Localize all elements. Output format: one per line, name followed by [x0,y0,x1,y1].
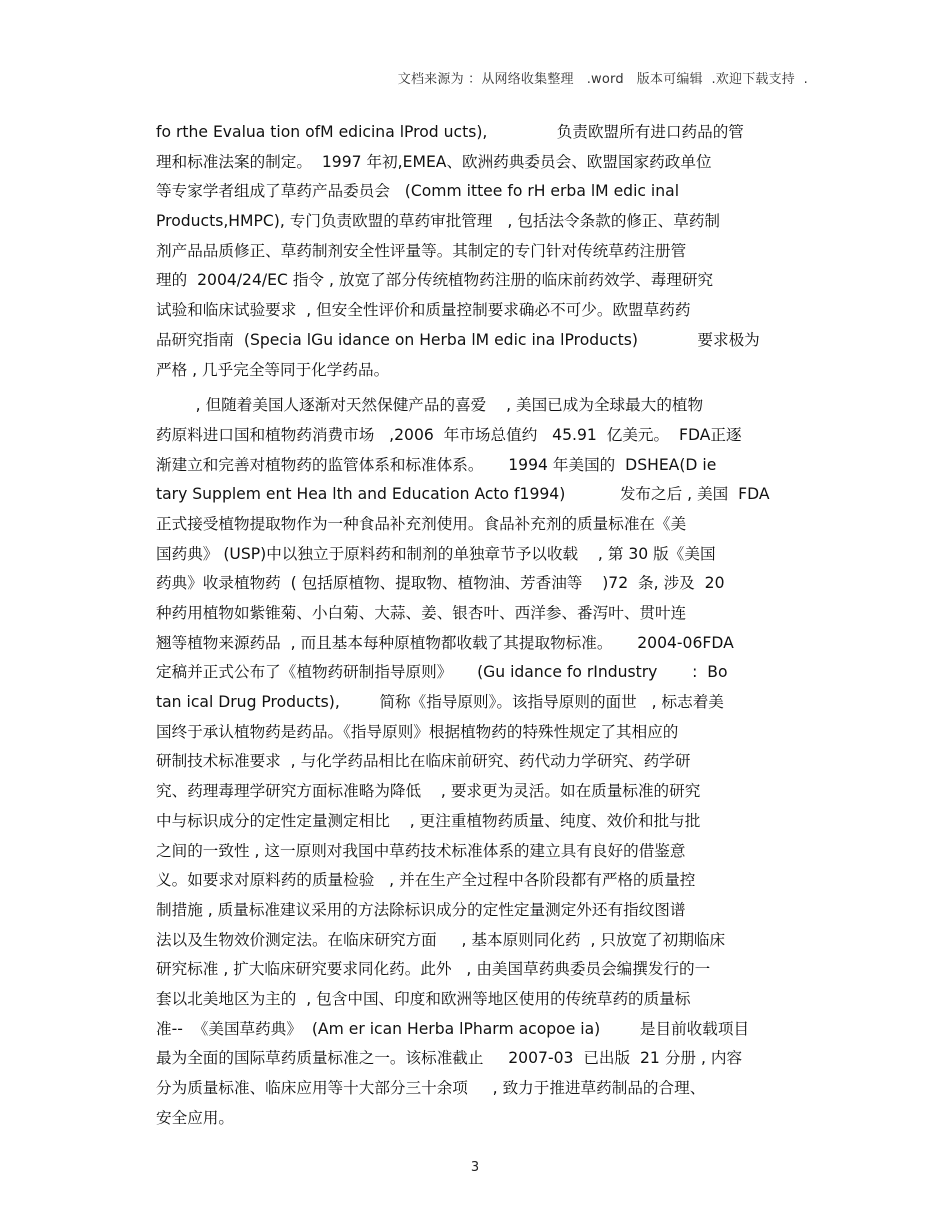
text-line: 套以北美地区为主的 , 包含中国、印度和欧洲等地区使用的传统草药的质量标 [156,989,691,1008]
page-header: 文档来源为 ：从网络收集整理 .word 版本可编辑 .欢迎下载支持 . [397,72,808,87]
text-line: tan ical Drug Products), 简称《指导原则》。该指导原则的面世 , 标志着美 [156,693,724,712]
text-line: 国药典》 (USP)中以独立于原料药和制剂的单独章节予以收载 , 第 30 版《美国 [156,544,716,563]
paragraph-us-botanical-regulation [156,391,796,1133]
text-line: 法以及生物效价测定法。在临床研究方面 , 基本原则同化药 , 只放宽了初期临床 [156,930,726,949]
text-line: 等专家学者组成了草药产品委员会 (Comm ittee fo rH erba lM edic inal [156,182,680,201]
text-line: 究、药理毒理学研究方面标准略为降低 , 要求更为灵活。如在质量标准的研究 [156,782,701,801]
text-line: 种药用植物如紫锥菊、小白菊、大蒜、姜、银杏叶、西洋参、番泻叶、贯叶连 [156,604,687,622]
text-line: 之间的一致性 , 这一原则对我国中草药技术标准体系的建立具有良好的借鉴意 [156,841,686,860]
text-line: 制措施 , 质量标准建议采用的方法除标识成分的定性定量测定外还有指纹图谱 [156,900,686,919]
paragraph-eu-herbal-regulation [156,118,796,385]
text-line: 翘等植物来源药品 , 而且基本每种原植物都收载了其提取物标准。 2004-06FDA [156,633,734,652]
text-line: 研制技术标准要求 , 与化学药品相比在临床前研究、药代动力学研究、药学研 [156,752,691,771]
text-line: 中与标识成分的定性定量测定相比 , 更注重植物药质量、纯度、效价和批与批 [156,811,701,830]
text-line: 渐建立和完善对植物药的监管体系和标准体系。 1994 年美国的 DSHEA(D ie [156,455,717,474]
text-line: , 但随着美国人逐渐对天然保健产品的喜爱 , 美国已成为全球最大的植物 [156,396,704,415]
text-line: 分为质量标准、临床应用等十大部分三十余项 , 致力于推进草药制品的合理、 [156,1079,706,1097]
text-line: tary Supplem ent Hea lth and Education Acto f1994) 发布之后 , 美国 FDA [156,485,770,504]
text-line: 义。如要求对原料药的质量检验 , 并在生产全过程中各阶段都有严格的质量控 [156,871,696,890]
text-line: fo rthe Evalua tion ofM edicina lProd ucts), 负责欧盟所有进口药品的管 [156,123,744,141]
text-line: 研究标准 , 扩大临床研究要求同化药。此外 , 由美国草药典委员会编撰发行的一 [156,960,711,979]
text-line: 理和标准法案的制定。 1997 年初,EMEA、欧洲药典委员会、欧盟国家药政单位 [156,152,712,171]
text-line: 准-- 《美国草药典》 (Am er ican Herba lPharm acopoe ia) 是目前收载项目 [156,1019,750,1038]
text-line: 安全应用。 [156,1108,234,1127]
text-line: 严格 , 几乎完全等同于化学药品。 [156,360,390,379]
text-line: 剂产品品质修正、草药制剂安全性评量等。其制定的专门针对传统草药注册管 [156,241,687,260]
page-number: 3 [470,1160,480,1175]
text-line: 药原料进口国和植物药消费市场 ,2006 年市场总值约 45.91 亿美元。 FDA正逐 [156,425,742,444]
text-line: 试验和临床试验要求 , 但安全性评价和质量控制要求确必不可少。欧盟草药药 [156,301,691,320]
text-line: 国终于承认植物药是药品。《指导原则》根据植物药的特殊性规定了其相应的 [156,722,679,741]
text-line: 理的 2004/24/EC 指令 , 放宽了部分传统植物药注册的临床前药效学、毒理研究 [156,271,714,290]
text-line: 品研究指南 (Specia lGu idance on Herba lM edic ina lProducts) 要求极为 [156,330,760,349]
text-line: 正式接受植物提取物作为一种食品补充剂使用。食品补充剂的质量标准在《美 [156,514,687,533]
text-line: 最为全面的国际草药质量标准之一。该标准截止 2007-03 已出版 21 分册 , 内容 [156,1049,743,1068]
document-body [156,118,796,1133]
text-line: Products,HMPC), 专门负责欧盟的草药审批管理 , 包括法令条款的修正、草药制 [156,212,720,231]
text-line: 药典》收录植物药 ( 包括原植物、提取物、植物油、芳香油等 )72 条, 涉及 20 [156,574,725,593]
text-line: 定稿并正式公布了《植物药研制指导原则》 (Gu idance fo rIndustry : Bo [156,663,728,682]
